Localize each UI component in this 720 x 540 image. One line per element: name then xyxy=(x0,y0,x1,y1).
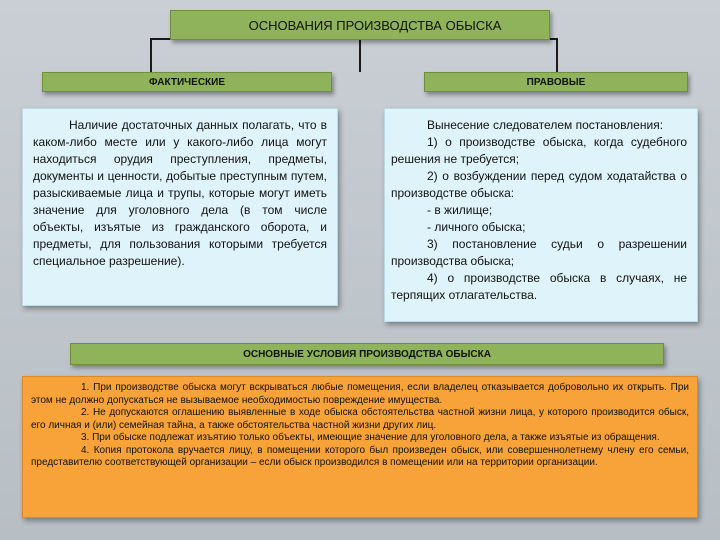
legal-line-7: 4) о производстве обыска в случаях, не терпящих отлагательства. xyxy=(391,271,687,302)
conditions-header xyxy=(70,343,664,365)
legal-header xyxy=(424,72,688,92)
legal-line-1: Вынесение следователем постановления: xyxy=(427,118,664,132)
legal-line-2: 1) о производстве обыска, когда судебного решения не требуется; xyxy=(391,135,687,166)
conditions-box xyxy=(22,376,698,518)
legal-line-5: - личного обыска; xyxy=(427,220,526,234)
conditions-title: ОСНОВНЫЕ УСЛОВИЯ ПРОИЗВОДСТВА ОБЫСКА xyxy=(243,348,491,360)
factual-text-box xyxy=(22,108,338,306)
legal-text-box xyxy=(384,108,698,322)
condition-item-1: 1. При производстве обыска могут вскрываться любые помещения, если владелец отказывается добровольно их открыть. При этом не должно допускаться не вызываемое необходимостью повреждение имущества. xyxy=(31,382,689,406)
connector-left-vertical xyxy=(150,38,152,72)
condition-item-4: 4. Копия протокола вручается лицу, в помещении которого был произведен обыск, или совершеннолетнему члену его семьи, представителю соответствующей организации – если обыск производился в помещении или на территории организации. xyxy=(31,444,689,468)
factual-label: ФАКТИЧЕСКИЕ xyxy=(148,76,226,88)
legal-label: ПРАВОВЫЕ xyxy=(526,76,586,88)
factual-text: Наличие достаточных данных полагать, что в каком-либо месте или у какого-либо лица могут находиться орудия преступления, предметы, документы и ценности, добытые преступным путем, разыскиваемые лица и трупы, которые могут иметь значение для уголовного дела (в том числе объекты, изъятые из гражданского оборота, и предметы, для пользования которыми требуется специальное разрешение). xyxy=(33,118,327,268)
condition-item-2: 2. Не допускаются оглашению выявленные в ходе обыска обстоятельства частной жизни лица, у которого производится обыск, его личная и (или) семейная тайна, а также обстоятельства частной жизни других лиц. xyxy=(31,407,689,431)
main-title: ОСНОВАНИЯ ПРОИЗВОДСТВА ОБЫСКА xyxy=(248,17,502,33)
connector-right-vertical xyxy=(556,38,558,72)
condition-item-3: 3. При обыске подлежат изъятию только объекты, имеющие значение для уголовного дела, а также изъятые из обращения. xyxy=(81,432,660,443)
main-title-box xyxy=(170,10,550,40)
legal-line-6: 3) постановление судьи о разрешении производства обыска; xyxy=(391,237,687,268)
connector-center-vertical xyxy=(359,40,361,72)
legal-line-3: 2) о возбуждении перед судом ходатайства о производстве обыска: xyxy=(391,169,687,200)
factual-header xyxy=(42,72,332,92)
legal-line-4: - в жилище; xyxy=(427,203,493,217)
